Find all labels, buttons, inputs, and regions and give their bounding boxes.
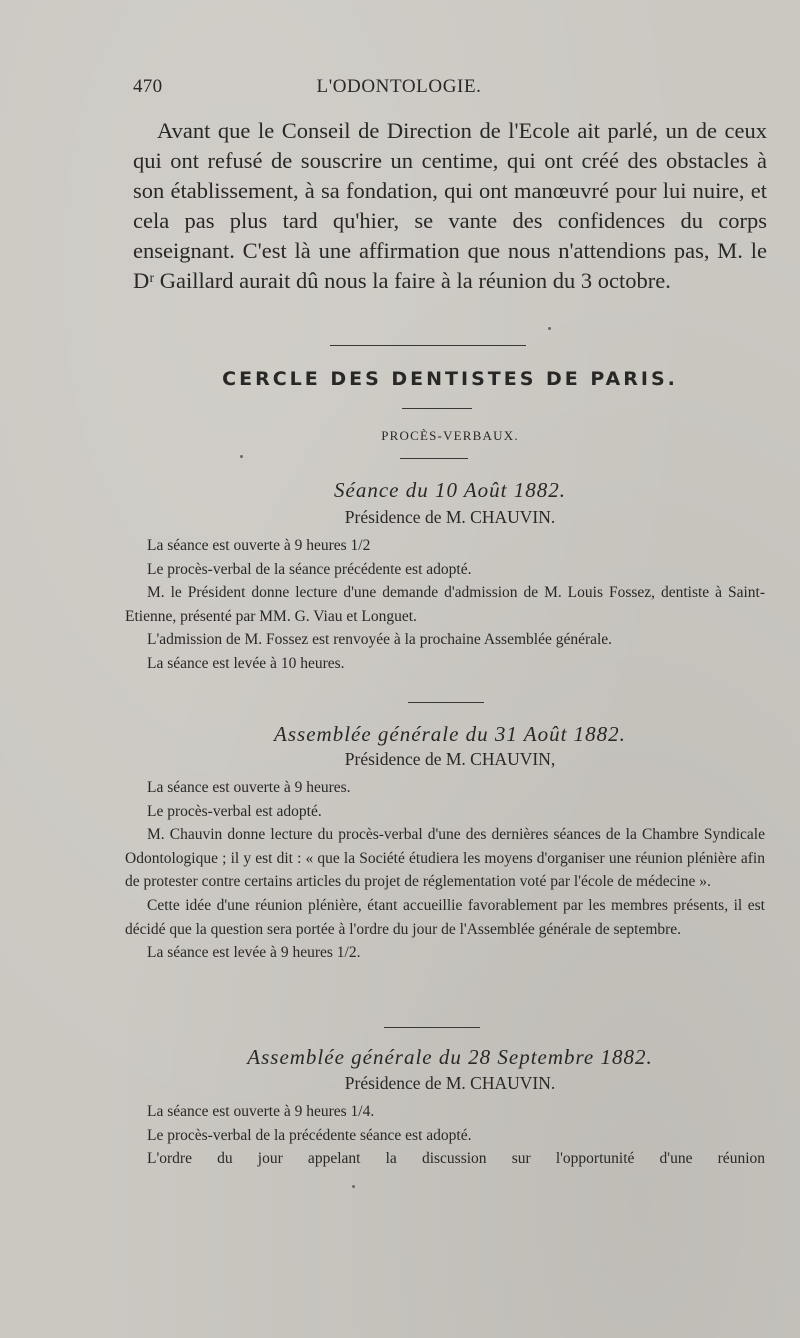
session-paragraph: Le procès-verbal de la précédente séance est adopté. bbox=[147, 1126, 472, 1144]
session-body bbox=[125, 534, 765, 676]
paper-speck bbox=[352, 1185, 355, 1188]
intro-text bbox=[133, 116, 767, 296]
divider-rule bbox=[384, 1027, 480, 1028]
session-title: Assemblée générale du 28 Septembre 1882. bbox=[247, 1045, 653, 1069]
session-paragraph: La séance est ouverte à 9 heures 1/2 bbox=[147, 537, 371, 554]
session-paragraph: La séance est ouverte à 9 heures. bbox=[147, 779, 351, 796]
session-paragraph: M. Chauvin donne lecture du procès-verbal d'une des dernières séances de la Chambre Syndicale Odontologique ; il y est dit : « que la Société étudiera les moyens d'organiser une réunion plénière afin de protester contre certains articles du projet de réglementation voté par l'école de médecine ». bbox=[125, 826, 765, 891]
session-paragraph: Le procès-verbal est adopté. bbox=[147, 802, 322, 820]
divider-rule bbox=[408, 702, 484, 703]
session-title: Séance du 10 Août 1882. bbox=[334, 478, 566, 502]
journal-title: L'ODONTOLOGIE. bbox=[316, 76, 482, 97]
divider-rule bbox=[400, 458, 468, 459]
paper-speck bbox=[240, 455, 243, 458]
divider-rule bbox=[330, 345, 526, 346]
session-paragraph: La séance est levée à 9 heures 1/2. bbox=[147, 944, 361, 962]
session-paragraph: L'admission de M. Fossez est renvoyée à la prochaine Assemblée générale. bbox=[147, 631, 613, 649]
session-paragraph: La séance est ouverte à 9 heures 1/4. bbox=[147, 1103, 375, 1120]
section-subtitle: PROCÈS-VERBAUX. bbox=[381, 428, 519, 443]
session-title: Assemblée générale du 31 Août 1882. bbox=[274, 722, 626, 746]
section-title: CERCLE DES DENTISTES DE PARIS. bbox=[222, 368, 678, 390]
session-presidence: Présidence de M. CHAUVIN, bbox=[344, 749, 556, 769]
divider-rule bbox=[402, 408, 472, 409]
session-paragraph: M. le Président donne lecture d'une demande d'admission de M. Louis Fossez, dentiste à Saint-Etienne, présenté par MM. G. Viau et Longuet. bbox=[125, 584, 765, 625]
session-body bbox=[125, 776, 765, 965]
session-paragraph: L'ordre du jour appelant la discussion sur l'opportunité d'une réunion bbox=[147, 1150, 765, 1168]
session-paragraph: Le procès-verbal de la séance précédente est adopté. bbox=[147, 560, 472, 578]
paper-speck bbox=[548, 327, 551, 330]
session-presidence: Présidence de M. CHAUVIN. bbox=[344, 507, 556, 527]
intro-paragraph: Avant que le Conseil de Direction de l'Ecole ait parlé, un de ceux qui ont refusé de souscrire un centime, qui ont créé des obstacles à son établissement, à sa fondation, qui ont manœuvré pour lui nuire, et cela pas plus tard qu'hier, se vante des confidences du corps enseignant. C'est là une affirmation que nous n'attendions pas, M. le Dʳ Gaillard aurait dû nous la faire à la réunion du 3 octobre. bbox=[133, 118, 767, 293]
page-number: 470 bbox=[133, 76, 163, 97]
session-paragraph: Cette idée d'une réunion plénière, étant accueillie favorablement par les membres présents, il est décidé que la question sera portée à l'ordre du jour de l'Assemblée générale de septembre. bbox=[125, 896, 765, 938]
session-body bbox=[125, 1100, 765, 1171]
session-paragraph: La séance est levée à 10 heures. bbox=[147, 654, 345, 672]
session-presidence: Présidence de M. CHAUVIN. bbox=[344, 1073, 556, 1093]
